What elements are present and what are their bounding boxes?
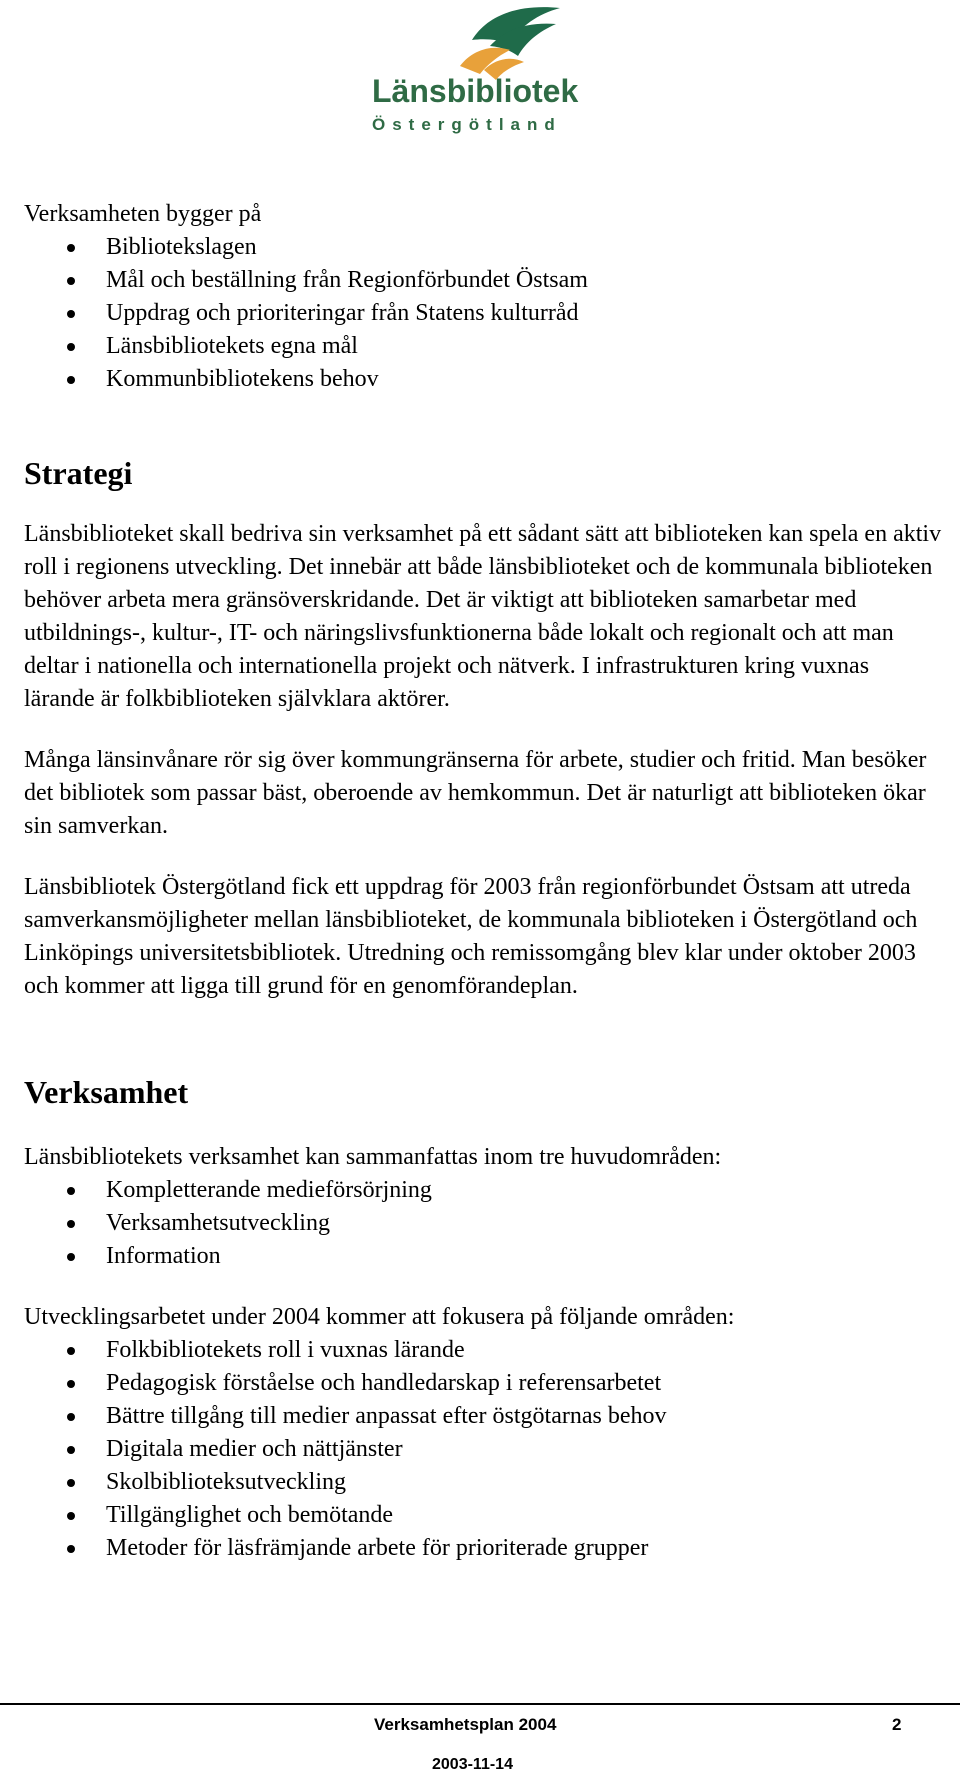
footer-divider [0, 1703, 960, 1705]
bullet-icon [67, 244, 75, 252]
list-item: Bättre tillgång till medier anpassat efter östgötarnas behov [24, 1400, 944, 1433]
verksamhet-lead-1: Länsbibliotekets verksamhet kan sammanfattas inom tre huvudområden: [24, 1144, 722, 1170]
bullet-icon [67, 376, 75, 384]
verksamhet-heading: Verksamhet [24, 1074, 189, 1110]
bird-logo-icon [360, 0, 600, 140]
page-number: 2 [892, 1715, 902, 1734]
fokus-list [24, 1334, 944, 1565]
list-item: Skolbiblioteksutveckling [24, 1466, 944, 1499]
list-item: Kommunbibliotekens behov [24, 363, 944, 396]
list-item: Länsbibliotekets egna mål [24, 330, 944, 363]
list-item: Kompletterande medieförsörjning [24, 1174, 944, 1207]
list-item: Folkbibliotekets roll i vuxnas lärande [24, 1334, 944, 1367]
strategi-paragraph-3: Länsbibliotek Östergötland fick ett uppdrag för 2003 från regionförbundet Östsam att utreda samverkansmöjligheter mellan länsbiblioteket, de kommunala biblioteken i Östergötland och Linköpings universitetsbibliotek. Utredning och remissomgång blev klar under oktober 2003 och kommer att ligga till grund för en genomförandeplan. [24, 874, 918, 999]
bullet-icon [67, 1512, 75, 1520]
intro-lead: Verksamheten bygger på [24, 201, 262, 227]
list-item: Pedagogisk förståelse och handledarskap i referensarbetet [24, 1367, 944, 1400]
list-item: Metoder för läsfrämjande arbete för prioriterade grupper [24, 1532, 944, 1565]
list-item: Digitala medier och nättjänster [24, 1433, 944, 1466]
logo-subtitle: Östergötland [372, 115, 562, 134]
footer-title: Verksamhetsplan 2004 [374, 1715, 557, 1734]
strategi-heading: Strategi [24, 455, 133, 491]
list-item: Information [24, 1240, 944, 1273]
list-item: Tillgänglighet och bemötande [24, 1499, 944, 1532]
bullet-icon [67, 1220, 75, 1228]
bullet-icon [67, 277, 75, 285]
library-logo [360, 0, 600, 140]
list-item: Verksamhetsutveckling [24, 1207, 944, 1240]
list-item: Uppdrag och prioriteringar från Statens kulturråd [24, 297, 944, 330]
intro-list [24, 231, 944, 396]
verksamhet-lead-2: Utvecklingsarbetet under 2004 kommer att fokusera på följande områden: [24, 1304, 735, 1330]
logo-name: Länsbibliotek [372, 73, 579, 109]
bullet-icon [67, 1380, 75, 1388]
bullet-icon [67, 1347, 75, 1355]
footer-date: 2003-11-14 [432, 1756, 513, 1773]
bullet-icon [67, 310, 75, 318]
bullet-icon [67, 1187, 75, 1195]
bullet-icon [67, 1253, 75, 1261]
strategi-paragraph-1: Länsbiblioteket skall bedriva sin verksamhet på ett sådant sätt att biblioteken kan spela en aktiv roll i regionens utveckling. Det innebär att både länsbiblioteket och de kommunala biblioteken behöver arbeta mera gränsöverskridande. Det är viktigt att biblioteken samarbetar med utbildnings-, kultur-, IT- och näringslivsfunktionerna både lokalt och regionalt och att man deltar i nationella och internationella projekt och nätverk. I infrastrukturen kring vuxnas lärande är folkbiblioteken självklara aktörer. [24, 521, 942, 712]
huvudomraden-list [24, 1174, 944, 1273]
bullet-icon [67, 1413, 75, 1421]
bullet-icon [67, 1446, 75, 1454]
bullet-icon [67, 1545, 75, 1553]
list-item: Mål och beställning från Regionförbundet Östsam [24, 264, 944, 297]
list-item: Bibliotekslagen [24, 231, 944, 264]
strategi-paragraph-2: Många länsinvånare rör sig över kommungränserna för arbete, studier och fritid. Man besöker det bibliotek som passar bäst, oberoende av hemkommun. Det är naturligt att biblioteken ökar sin samverkan. [24, 747, 927, 839]
bullet-icon [67, 343, 75, 351]
bullet-icon [67, 1479, 75, 1487]
document-body [24, 198, 944, 1565]
